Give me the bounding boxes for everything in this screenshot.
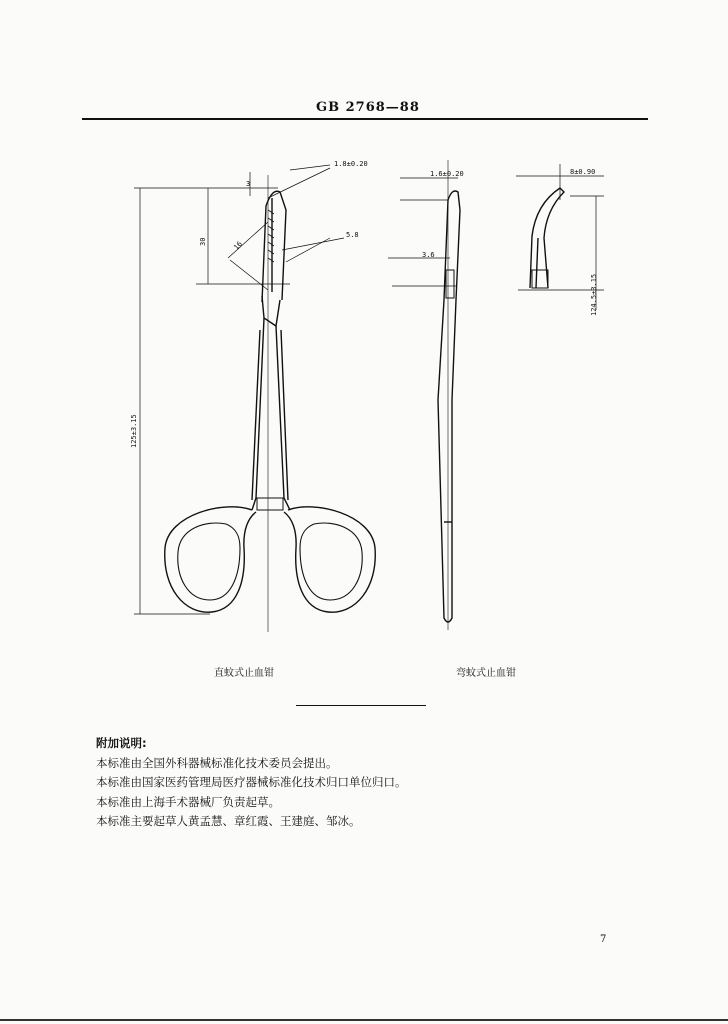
note-line: 本标准由上海手术器械厂负责起草。 xyxy=(96,794,280,809)
page-number: 7 xyxy=(600,934,607,945)
straight-total-length-dimension: 125±3.15 xyxy=(130,414,138,448)
section-divider xyxy=(296,705,426,706)
straight-forceps-caption: 直蚊式止血钳 xyxy=(214,668,274,679)
straight-dim-16: 16 xyxy=(232,240,244,252)
straight-forceps-drawing xyxy=(165,175,376,632)
straight-tip-width-dimension: 1.8±0.20 xyxy=(334,160,368,168)
additional-notes xyxy=(96,734,407,832)
straight-dim-5-8: 5.8 xyxy=(346,231,359,239)
note-line: 本标准由国家医药管理局医疗器械标准化技术归口单位归口。 xyxy=(96,775,407,789)
curved-tip-width-dimension: 1.6±0.20 xyxy=(430,170,464,178)
standard-code-header: GB 2768—88 xyxy=(316,100,420,115)
note-line: 本标准由全国外科器械标准化技术委员会提出。 xyxy=(96,755,338,770)
notes-title: 附加说明: xyxy=(96,736,147,750)
curved-dim-3-6: 3.6 xyxy=(422,251,435,259)
curved-forceps-caption: 弯蚊式止血钳 xyxy=(456,668,516,679)
curved-forceps-side-view xyxy=(388,160,460,630)
curved-tip-radius-dimension: 8±0.90 xyxy=(570,168,596,176)
note-line: 本标准主要起草人黄孟慧、章红霞、王建庭、邹冰。 xyxy=(96,814,361,828)
straight-jaw-length-dimension: 30 xyxy=(199,237,207,246)
straight-dim-3: 3 xyxy=(246,180,251,188)
curved-total-length-dimension: 124.5±3.15 xyxy=(590,273,598,316)
footer-rule xyxy=(0,1019,728,1021)
